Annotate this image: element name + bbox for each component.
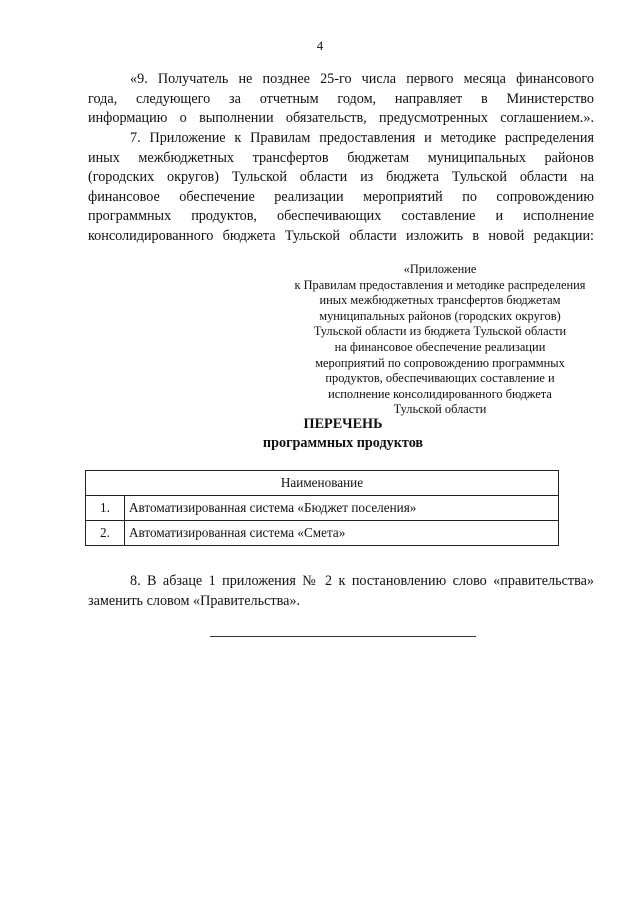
paragraph-line: «9. Получатель не позднее 25-го числа первого месяца финансового bbox=[130, 71, 594, 87]
appendix-line: муниципальных районов (городских округов) bbox=[319, 308, 561, 323]
paragraph-line: консолидированного бюджета Тульской области изложить в новой редакции: bbox=[88, 227, 594, 244]
paragraph-line: года, следующего за отчетным годом, направляет в Министерство bbox=[88, 90, 594, 107]
appendix-line: «Приложение bbox=[403, 262, 477, 276]
table-row bbox=[86, 521, 559, 546]
appendix-line: Тульской области из бюджета Тульской области bbox=[313, 324, 567, 339]
paragraph-line: иных межбюджетных трансфертов бюджетам муниципальных районов bbox=[88, 149, 594, 166]
appendix-line: на финансовое обеспечение реализации bbox=[334, 339, 546, 354]
appendix-line: продуктов, обеспечивающих составление и bbox=[325, 371, 555, 386]
appendix-caption bbox=[270, 262, 610, 418]
row-name: Автоматизированная система «Бюджет поселения» bbox=[125, 496, 559, 521]
row-number: 2. bbox=[86, 521, 125, 546]
paragraph-line: заменить словом «Правительства». bbox=[88, 592, 301, 609]
software-products-table bbox=[85, 470, 559, 546]
row-number: 1. bbox=[86, 496, 125, 521]
paragraph-line: программных продуктов, обеспечивающих составление и исполнение bbox=[88, 208, 594, 224]
table-header-cell: Наименование bbox=[86, 471, 559, 496]
paragraph-line: 8. В абзаце 1 приложения № 2 к постановлению слово «правительства» bbox=[130, 573, 594, 589]
paragraph-8 bbox=[88, 572, 594, 611]
list-subheading: программных продуктов bbox=[262, 435, 424, 451]
paragraph-line: финансовое обеспечение реализации мероприятий по сопровождению bbox=[88, 188, 594, 205]
paragraph-line: 7. Приложение к Правилам предоставления и методике распределения bbox=[130, 130, 594, 146]
paragraph-9 bbox=[88, 70, 594, 129]
table-row bbox=[86, 496, 559, 521]
appendix-line: иных межбюджетных трансфертов бюджетам bbox=[319, 293, 561, 308]
closing-rule bbox=[210, 636, 476, 637]
appendix-line: исполнение консолидированного бюджета bbox=[328, 386, 552, 401]
page-number: 4 bbox=[316, 38, 324, 53]
paragraph-line: (городских округов) Тульской области из бюджета Тульской области на bbox=[88, 169, 594, 185]
row-name: Автоматизированная система «Смета» bbox=[125, 521, 559, 546]
appendix-line: Тульской области bbox=[393, 402, 487, 417]
table-header-row bbox=[86, 471, 559, 496]
appendix-line: к Правилам предоставления и методике распределения bbox=[294, 277, 586, 292]
paragraph-line: информацию о выполнении обязательств, предусмотренных соглашением.». bbox=[88, 110, 594, 126]
appendix-line: мероприятий по сопровождению программных bbox=[315, 355, 565, 370]
list-heading: ПЕРЕЧЕНЬ bbox=[303, 416, 383, 432]
paragraph-7 bbox=[88, 129, 594, 246]
